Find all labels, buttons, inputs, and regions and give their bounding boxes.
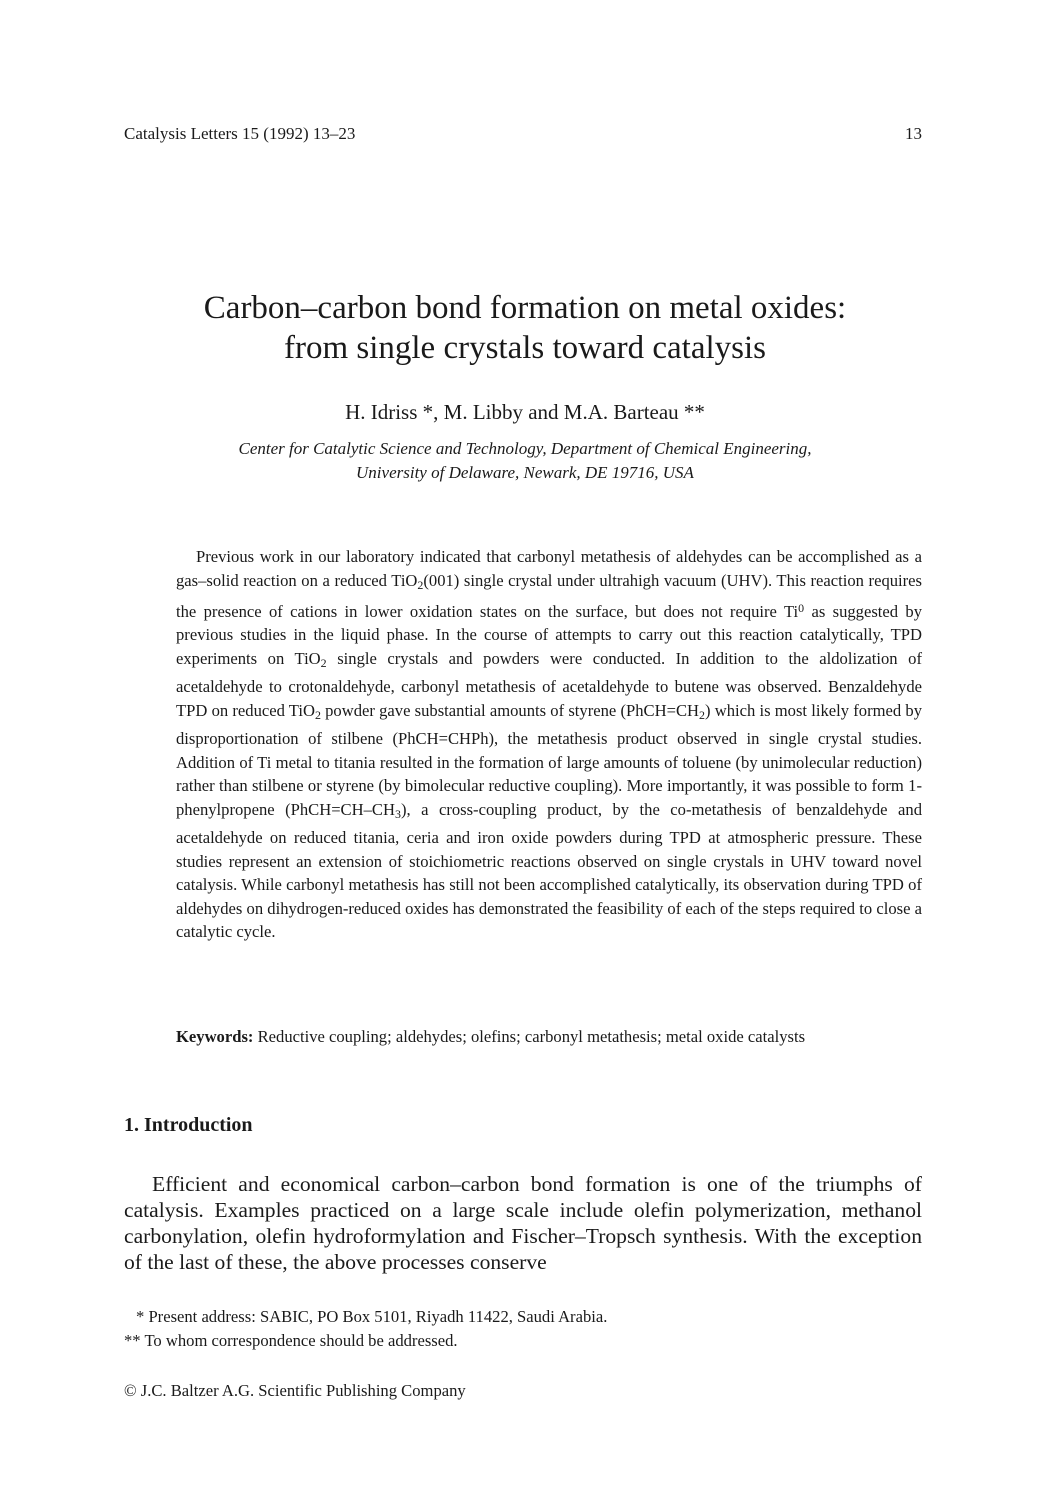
copyright-notice: © J.C. Baltzer A.G. Scientific Publishing Company	[124, 1381, 466, 1400]
affiliation-line-2: University of Delaware, Newark, DE 19716, USA	[356, 463, 694, 482]
subscript: 2	[320, 655, 327, 670]
abstract-text: (001) single crystal under ultrahigh vacuum (UHV). This reaction requires the presence of cations in lower oxidation states on the surface, but does not require Ti	[176, 570, 922, 621]
affiliation-line-1: Center for Catalytic Science and Technology, Department of Chemical Engineering,	[238, 439, 812, 458]
footnote-1: * Present address: SABIC, PO Box 5101, Riyadh 11422, Saudi Arabia.	[136, 1307, 608, 1326]
abstract-text: as suggested by previous studies in the liquid phase. In the course of attempts to carry out this reaction catalytically, TPD experiments on TiO	[176, 601, 923, 668]
abstract	[176, 545, 922, 944]
abstract-text: powder gave substantial amounts of styrene (PhCH=CH	[320, 700, 699, 720]
authors: H. Idriss *, M. Libby and M.A. Barteau **	[345, 400, 705, 424]
page-number: 13	[905, 124, 922, 143]
abstract-text: single crystals and powders were conducted. In addition to the aldolization of acetaldehyde to crotonaldehyde, carbonyl metathesis of acetaldehyde to butene was observed. Benzaldehyde TPD on reduced TiO	[176, 648, 922, 720]
section-heading-introduction: 1. Introduction	[124, 1114, 253, 1136]
abstract-text: Previous work in our laboratory indicated that carbonyl metathesis of aldehydes can be accomplished as a gas–solid reaction on a reduced TiO	[176, 547, 922, 590]
keywords-text: Reductive coupling; aldehydes; olefins; carbonyl metathesis; metal oxide catalysts	[253, 1027, 806, 1046]
introduction-body: Efficient and economical carbon–carbon bond formation is one of the triumphs of catalysis. Examples practiced on a large scale include olefin polymerization, methanol carbonylation, olefin hydroformylation and Fischer–Tropsch synthesis. With the exception of the last of these, the above processes conserve	[124, 1172, 922, 1274]
title-line-1: Carbon–carbon bond formation on metal oxides:	[203, 290, 847, 326]
subscript: 2	[314, 707, 321, 722]
title-line-2: from single crystals toward catalysis	[283, 330, 767, 366]
keywords-label: Keywords:	[176, 1027, 254, 1046]
running-head: Catalysis Letters 15 (1992) 13–23	[124, 124, 356, 143]
abstract-text: ), a cross-coupling product, by the co-metathesis of benzaldehyde and acetaldehyde on reduced titania, ceria and iron oxide powders during TPD at atmospheric pressure. These studies represent an extension of stoichiometric reactions observed on single crystals in UHV toward novel catalysis. While carbonyl metathesis has still not been accomplished catalytically, its observation during TPD of aldehydes on dihydrogen-reduced oxides has demonstrated the feasibility of each of the steps required to close a catalytic cycle.	[176, 799, 922, 942]
footnote-2: ** To whom correspondence should be addressed.	[124, 1331, 458, 1350]
superscript: 0	[798, 600, 805, 615]
affiliation	[0, 437, 1050, 485]
paper-title	[0, 288, 1050, 368]
subscript: 2	[699, 707, 705, 722]
subscript: 2	[417, 577, 424, 592]
subscript: 3	[394, 806, 401, 821]
keywords	[176, 1027, 926, 1047]
abstract-text: ) which is most likely formed by disproportionation of stilbene (PhCH=CHPh), the metathesis product observed in single crystal studies. Addition of Ti metal to titania resulted in the formation of large amounts of toluene (by unimolecular reduction) rather than stilbene or styrene (by bimolecular reductive coupling). More importantly, it was possible to form 1-phenylpropene (PhCH=CH–CH	[176, 700, 922, 819]
